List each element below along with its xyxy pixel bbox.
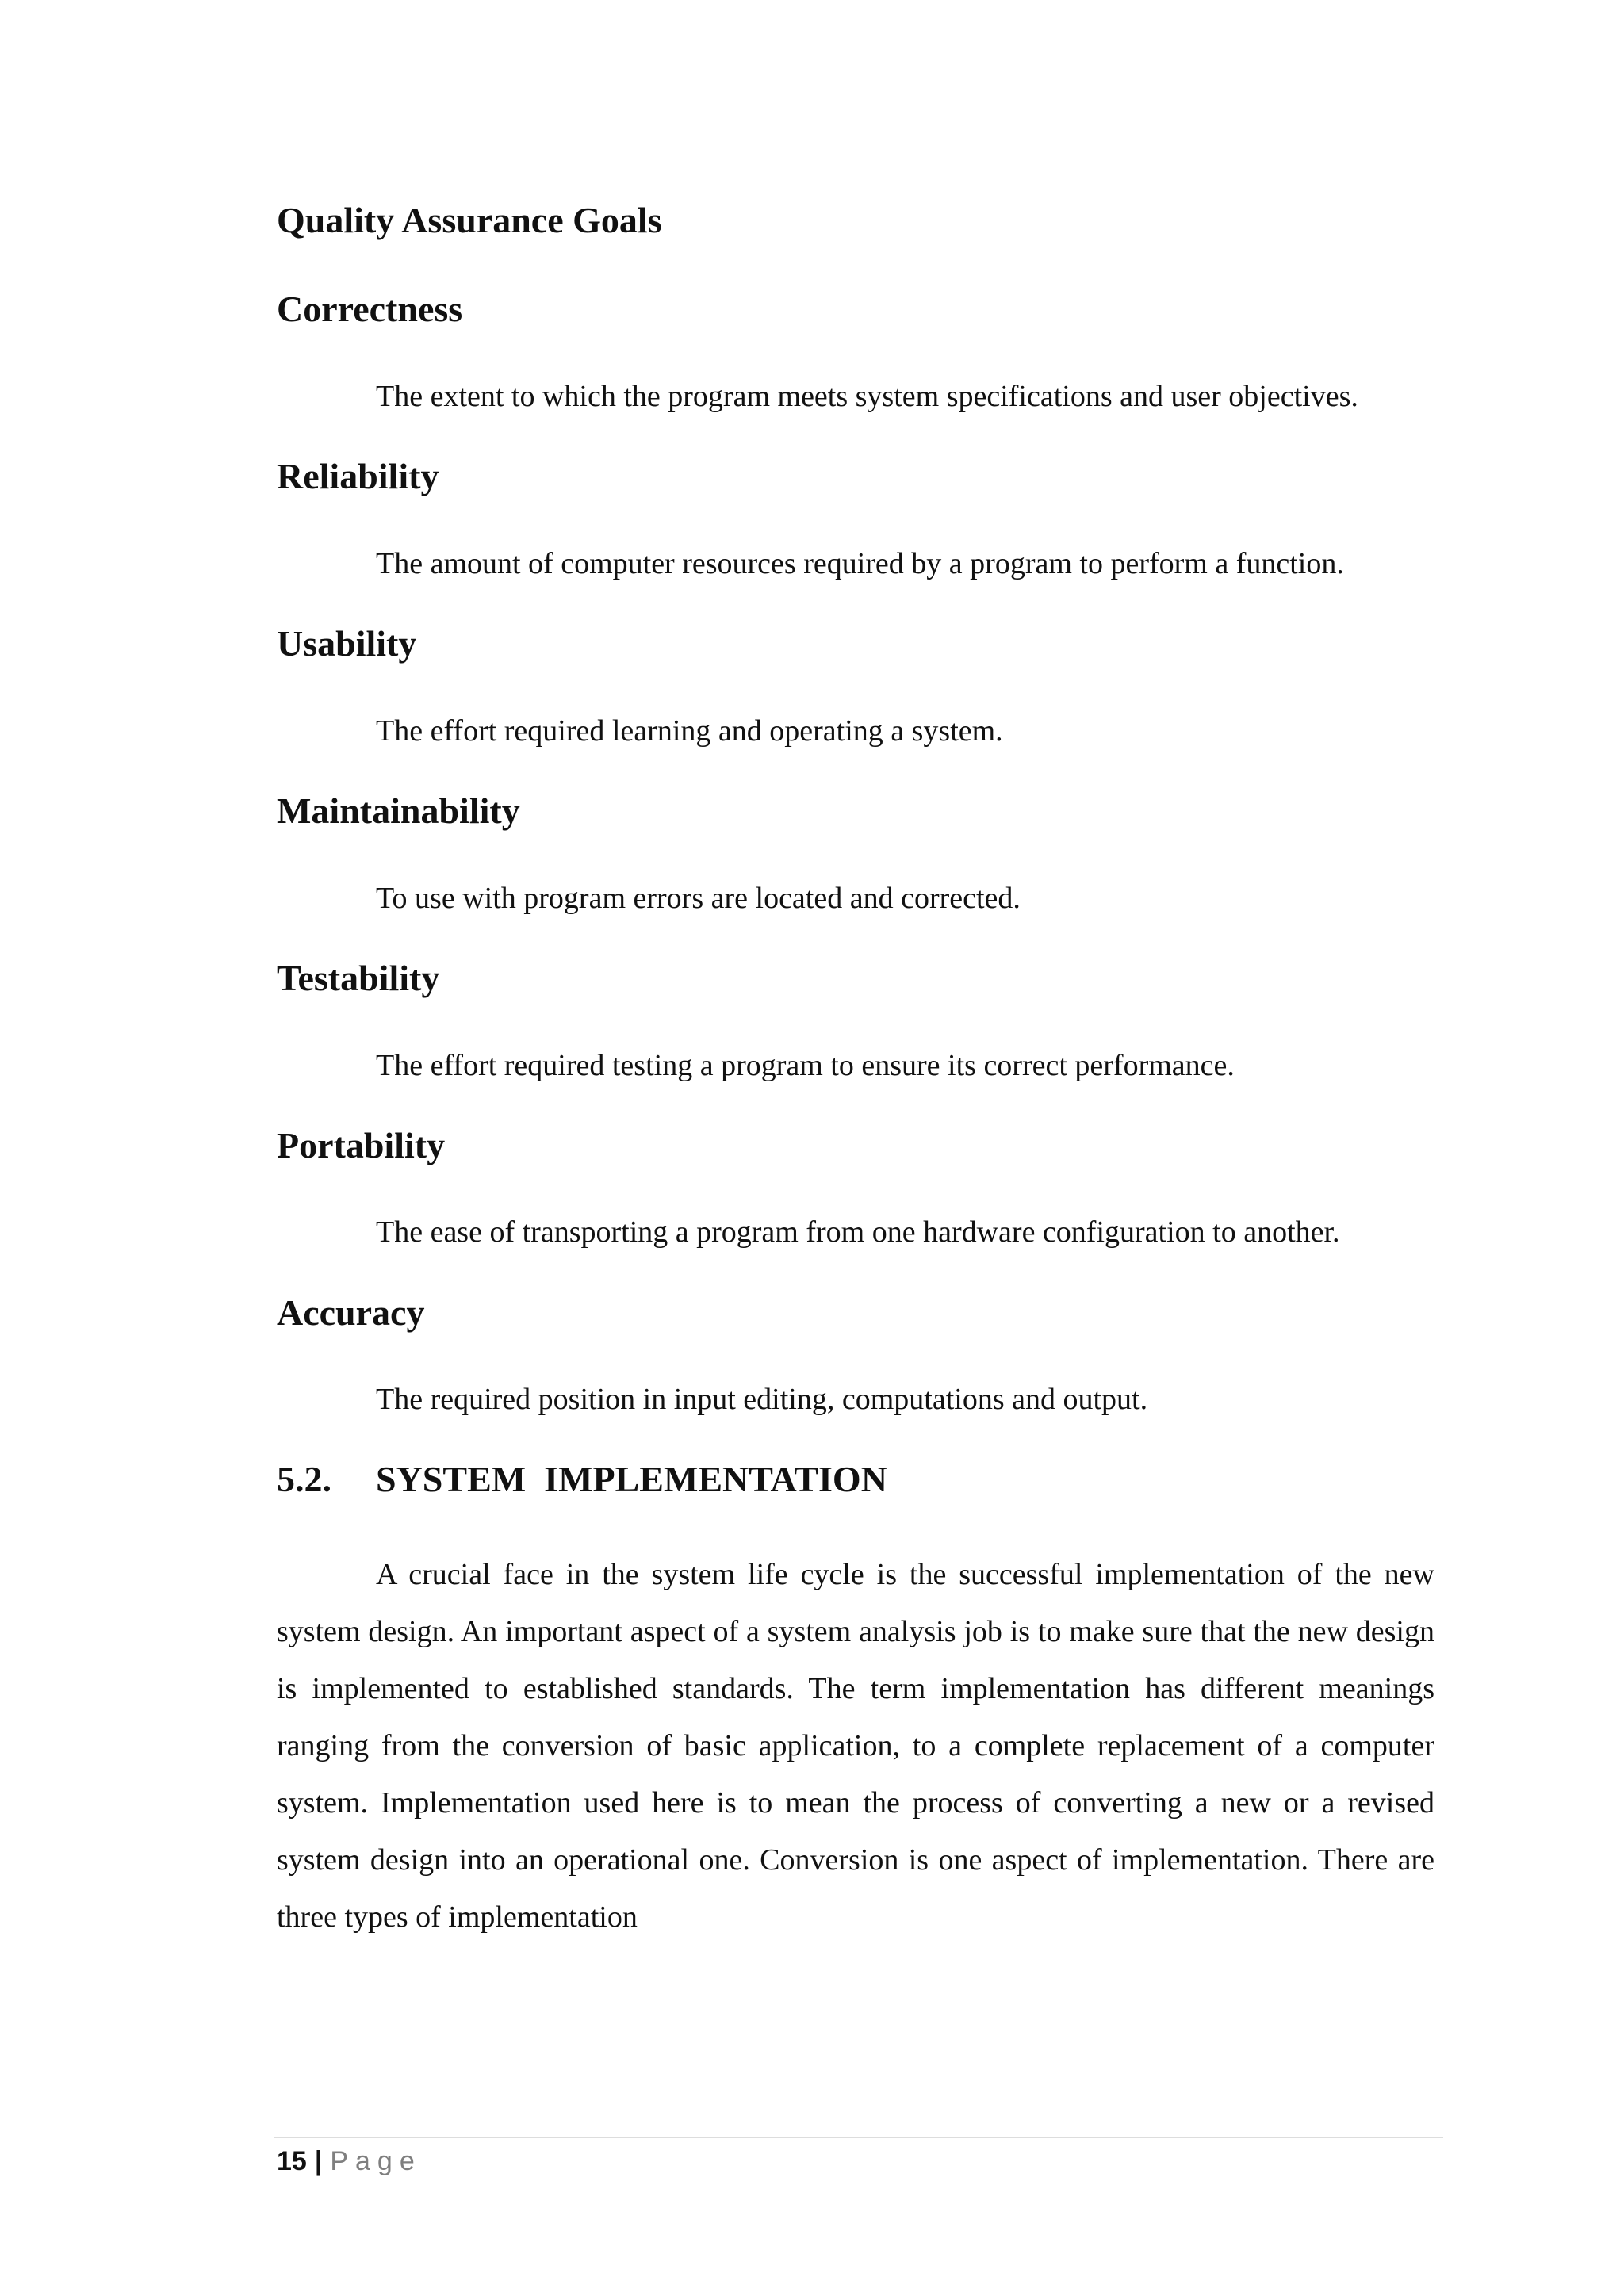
section-title: SYSTEM IMPLEMENTATION [376,1459,887,1499]
goal-title-testability: Testability [277,958,440,998]
section-number: 5.2. [277,1459,331,1499]
footer-divider [274,2137,1443,2138]
goal-text-usability: The effort required learning and operating a system. [376,714,1003,748]
goal-text-portability: The ease of transporting a program from one hardware configuration to another. [376,1215,1340,1249]
page-number: 15 [277,2146,307,2176]
goal-title-portability: Portability [277,1125,446,1165]
goal-text-reliability: The amount of computer resources required by a program to perform a function. [376,547,1344,580]
footer-separator: | [314,2146,323,2176]
goal-text-maintainability: To use with program errors are located and corrected. [376,882,1021,915]
goal-title-usability: Usability [277,623,417,664]
goal-text-accuracy: The required position in input editing, computations and output. [376,1383,1148,1416]
goal-text-correctness: The extent to which the program meets system specifications and user objectives. [376,380,1358,413]
goal-text-testability: The effort required testing a program to ensure its correct performance. [376,1049,1235,1082]
goal-title-reliability: Reliability [277,456,439,496]
page-label: Page [330,2146,422,2176]
goal-title-correctness: Correctness [277,289,463,329]
section-paragraph: A crucial face in the system life cycle is the successful implementation of the new system design. An important aspect of a system analysis job is to make sure that the new design is implemented to established standards. The term implementation has different meanings ranging from the conversion of basic application, to a complete replacement of a computer system. Implementation used here is to mean the process of converting a new or a revised system design into an operational one. Conversion is one aspect of implementation. There are three types of implementation [277,1558,1434,1934]
goal-title-accuracy: Accuracy [277,1292,425,1333]
page-heading: Quality Assurance Goals [277,200,662,240]
page-footer [277,2144,422,2179]
goal-title-maintainability: Maintainability [277,790,520,831]
section-heading [277,1457,887,1502]
